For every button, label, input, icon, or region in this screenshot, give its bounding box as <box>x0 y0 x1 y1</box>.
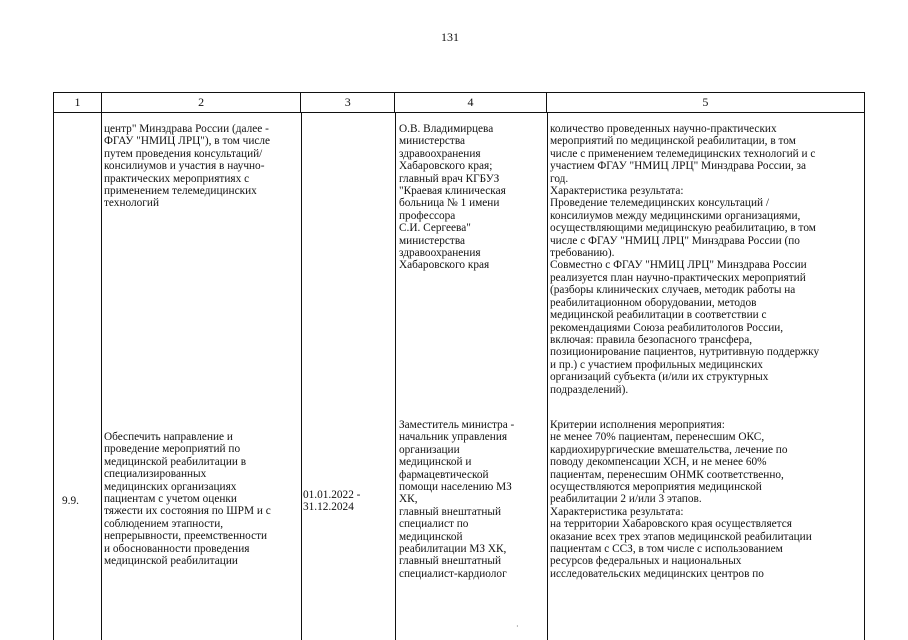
row-9-9-period: 01.01.2022 - 31.12.2024 <box>303 489 361 514</box>
header-col-4: 4 <box>395 93 547 112</box>
row-9-9-result: Критерии исполнения мероприятия: не менее 70% пациентам, перенесшим ОКС, кардиохирургические вмешательства, лечение по поводу декомпенсации ХСН, и не менее 60% пациентам, перенесшим ОНМК соответственно, осуществляются мероприятия медицинской реабилитации 2 и/или 3 этапов. Характеристика результата: на территории Хабаровского края осуществляется оказание всех трех этапов медицинской реабилитации пациентам с ССЗ, в том числе с использованием ресурсов федеральных и национальных исследовательских медицинских центров по <box>550 419 812 580</box>
page-number: 131 <box>441 30 459 44</box>
row-9-9-number: 9.9. <box>62 495 79 507</box>
table-border-left <box>53 113 54 640</box>
table-border-col-3 <box>395 113 396 640</box>
table-border-right <box>864 113 865 640</box>
table-border-col-1 <box>101 113 102 640</box>
table-border-col-4 <box>547 113 548 640</box>
table-header-row <box>53 92 865 113</box>
continued-row-result: количество проведенных научно-практических мероприятий по медицинской реабилитации, в том числе с применением телемедицинских технологий и с участием ФГАУ "НМИЦ ЛРЦ" Минздрава России, за год. Характеристика результата: Проведение телемедицинских консультаций / консилиумов между медицинскими организациями, осуществляющими медицинскую реабилитацию, в том числе с ФГАУ "НМИЦ ЛРЦ" Минздрава России (по требованию). Совместно с ФГАУ "НМИЦ ЛРЦ" Минздрава России реализуется план научно-практических мероприятий (разборы клинических случаев, методик работы на реабилитационном оборудовании, методов медицинской реабилитации в соответствии с рекомендациями Союза реабилитологов России, включая: правила безопасного трансфера, позиционирование пациентов, нутритивную поддержку и пр.) с участием профильных медицинских организаций субъекта (и/или их структурных подразделений). <box>550 123 820 396</box>
header-col-5: 5 <box>702 95 709 109</box>
row-9-9-responsible: Заместитель министра - начальник управления организации медицинской и фармацевтической помощи населению МЗ ХК, главный внештатный специалист по медицинской реабилитации МЗ ХК, главный внештатный специалист-кардиолог <box>399 419 515 580</box>
header-col-2: 2 <box>102 93 302 112</box>
scan-mark: · <box>516 622 519 631</box>
continued-row-measure: центр" Минздрава России (далее - ФГАУ "НМИЦ ЛРЦ"), в том числе путем проведения консультаций/ консилиумов и участия в научно- практических мероприятиях с применением телемедицинских технологий <box>104 123 271 210</box>
table-border-col-2 <box>301 113 302 640</box>
continued-row-responsible: О.В. Владимирцева министерства здравоохранения Хабаровского края; главный врач КГБУЗ "Краевая клиническая больница № 1 имени профессора С.И. Сергеева" министерства здравоохранения Хабаровского края <box>399 123 506 272</box>
header-col-1: 1 <box>54 93 102 112</box>
row-9-9-measure: Обеспечить направление и проведение мероприятий по медицинской реабилитации в специализированных медицинских организациях пациентам с учетом оценки тяжести их состояния по ШРМ и с соблюдением этапности, непрерывности, преемственности и обоснованности проведения медицинской реабилитации <box>104 431 271 568</box>
header-col-3: 3 <box>301 93 395 112</box>
